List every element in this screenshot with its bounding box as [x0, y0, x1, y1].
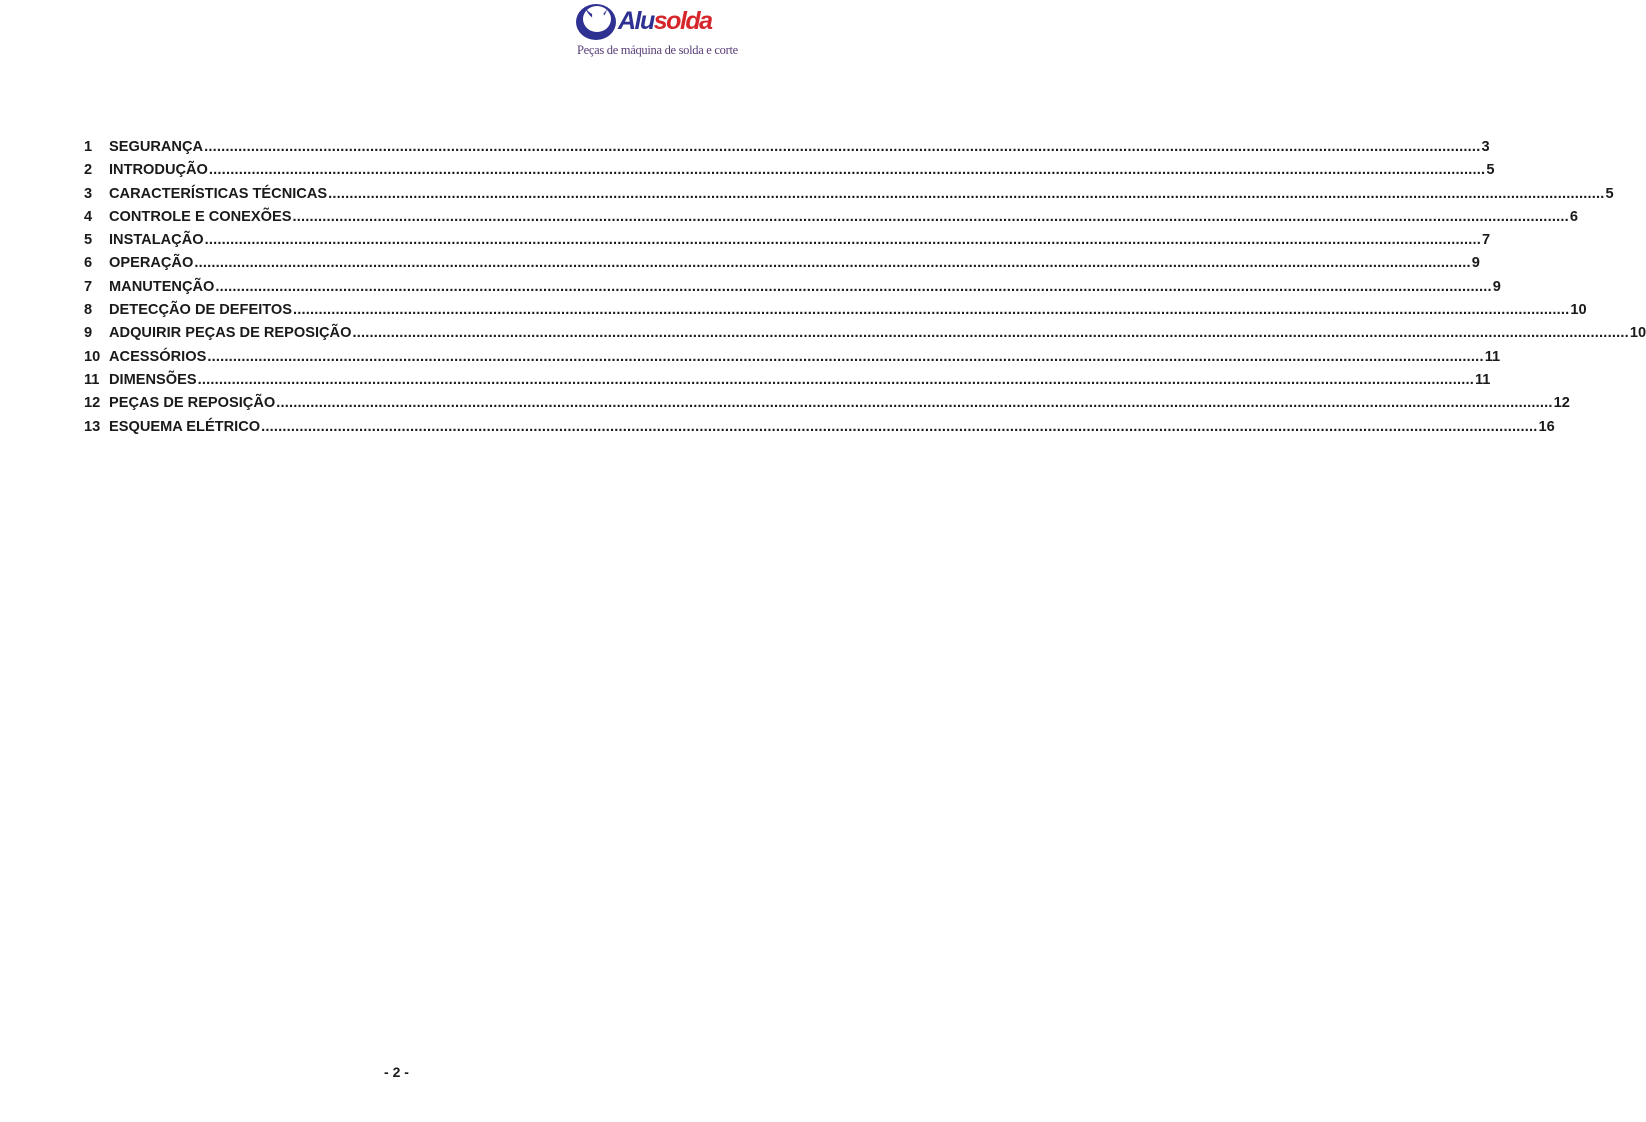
toc-entry-page: 9: [1492, 278, 1501, 295]
toc-entry-number: 7: [84, 278, 93, 295]
toc-entry-title: INTRODUÇÃO: [109, 162, 208, 179]
toc-entry[interactable]: [84, 159, 1495, 182]
toc-entry-title: CONTROLE E CONEXÕES: [109, 208, 292, 225]
toc-entry-title: ESQUEMA ELÉTRICO: [109, 418, 261, 435]
swoosh-logo-icon: [572, 2, 618, 44]
toc-entry-leader: ............................................................................................................................................................................................................................................................................................................: [328, 185, 1605, 202]
toc-entry-page: 10: [1629, 325, 1646, 342]
toc-entry[interactable]: [84, 392, 1570, 415]
toc-entry-title: ACESSÓRIOS: [109, 348, 207, 365]
toc-entry[interactable]: [84, 369, 1491, 392]
brand-logo: [572, 2, 738, 60]
toc-entry[interactable]: [84, 252, 1480, 275]
toc-entry-number: 8: [84, 302, 93, 319]
toc-entry-leader: ............................................................................................................................................................................................................................................................................................................: [207, 348, 1484, 365]
toc-entry-title: CARACTERÍSTICAS TÉCNICAS: [109, 185, 328, 202]
toc-entry[interactable]: [84, 322, 1646, 345]
toc-entry-number: 10: [84, 348, 101, 365]
toc-entry-title: DIMENSÕES: [109, 371, 197, 388]
toc-entry-leader: ............................................................................................................................................................................................................................................................................................................: [208, 162, 1486, 179]
toc-entry-leader: ............................................................................................................................................................................................................................................................................................................: [215, 278, 1492, 295]
toc-entry-number: 9: [84, 325, 93, 342]
toc-entry-title: PEÇAS DE REPOSIÇÃO: [109, 395, 276, 412]
toc-entry-number: 1: [84, 139, 93, 155]
toc-entry-number: 12: [84, 395, 101, 412]
toc-entry-number: 5: [84, 232, 93, 249]
page-number: - 2 -: [384, 1064, 409, 1080]
toc-entry-leader: ............................................................................................................................................................................................................................................................................................................: [261, 418, 1538, 435]
toc-entry-title: MANUTENÇÃO: [109, 278, 215, 295]
toc-entry-title: INSTALAÇÃO: [109, 232, 204, 249]
brand-name: [618, 6, 712, 36]
toc-entry-title: OPERAÇÃO: [109, 255, 194, 272]
brand-name-part2: solda: [653, 7, 712, 35]
toc-entry-page: 6: [1569, 208, 1578, 225]
toc-entry[interactable]: [84, 229, 1491, 252]
toc-entry[interactable]: [84, 136, 1490, 159]
toc-entry-title: DETECÇÃO DE DEFEITOS: [109, 302, 292, 319]
toc-entry-page: 9: [1471, 255, 1480, 272]
toc-entry-leader: ............................................................................................................................................................................................................................................................................................................: [204, 139, 1481, 155]
toc-entry-number: 13: [84, 418, 101, 435]
toc-entry-number: 2: [84, 162, 93, 179]
toc-entry-page: 11: [1484, 348, 1501, 365]
brand-tagline: Peças de máquina de solda e corte: [577, 43, 738, 57]
toc-entry-page: 5: [1486, 162, 1495, 179]
toc-entry-leader: ............................................................................................................................................................................................................................................................................................................: [276, 395, 1553, 412]
toc-entry-number: 6: [84, 255, 93, 272]
toc-entry-number: 3: [84, 185, 93, 202]
toc-entry-leader: ............................................................................................................................................................................................................................................................................................................: [293, 302, 1570, 319]
toc-entry-leader: ............................................................................................................................................................................................................................................................................................................: [204, 232, 1481, 249]
toc-entry-leader: ............................................................................................................................................................................................................................................................................................................: [352, 325, 1629, 342]
toc-entry-page: 16: [1538, 418, 1555, 435]
toc-entry-title: SEGURANÇA: [109, 139, 204, 155]
toc-entry-page: 3: [1481, 139, 1490, 155]
toc-entry[interactable]: [84, 206, 1578, 229]
toc-entry-page: 10: [1570, 302, 1587, 319]
toc-entry-page: 12: [1553, 395, 1570, 412]
toc-entry-title: ADQUIRIR PEÇAS DE REPOSIÇÃO: [109, 325, 352, 342]
toc-entry-number: 11: [84, 371, 100, 388]
toc-entry-page: 11: [1474, 371, 1491, 388]
toc-entry-page: 7: [1481, 232, 1491, 249]
toc-entry-number: 4: [84, 208, 93, 225]
brand-name-part1: Alu: [618, 7, 654, 35]
toc-entry-leader: ............................................................................................................................................................................................................................................................................................................: [194, 255, 1471, 272]
toc-entry[interactable]: [84, 276, 1501, 299]
toc-entry[interactable]: [84, 299, 1587, 322]
toc-entry-leader: ............................................................................................................................................................................................................................................................................................................: [292, 208, 1569, 225]
toc-entry[interactable]: [84, 416, 1555, 439]
toc-entry[interactable]: [84, 346, 1501, 369]
toc-entry[interactable]: [84, 183, 1614, 206]
table-of-contents: [84, 136, 1646, 439]
toc-entry-page: 5: [1605, 185, 1614, 202]
toc-entry-leader: ............................................................................................................................................................................................................................................................................................................: [197, 371, 1474, 388]
